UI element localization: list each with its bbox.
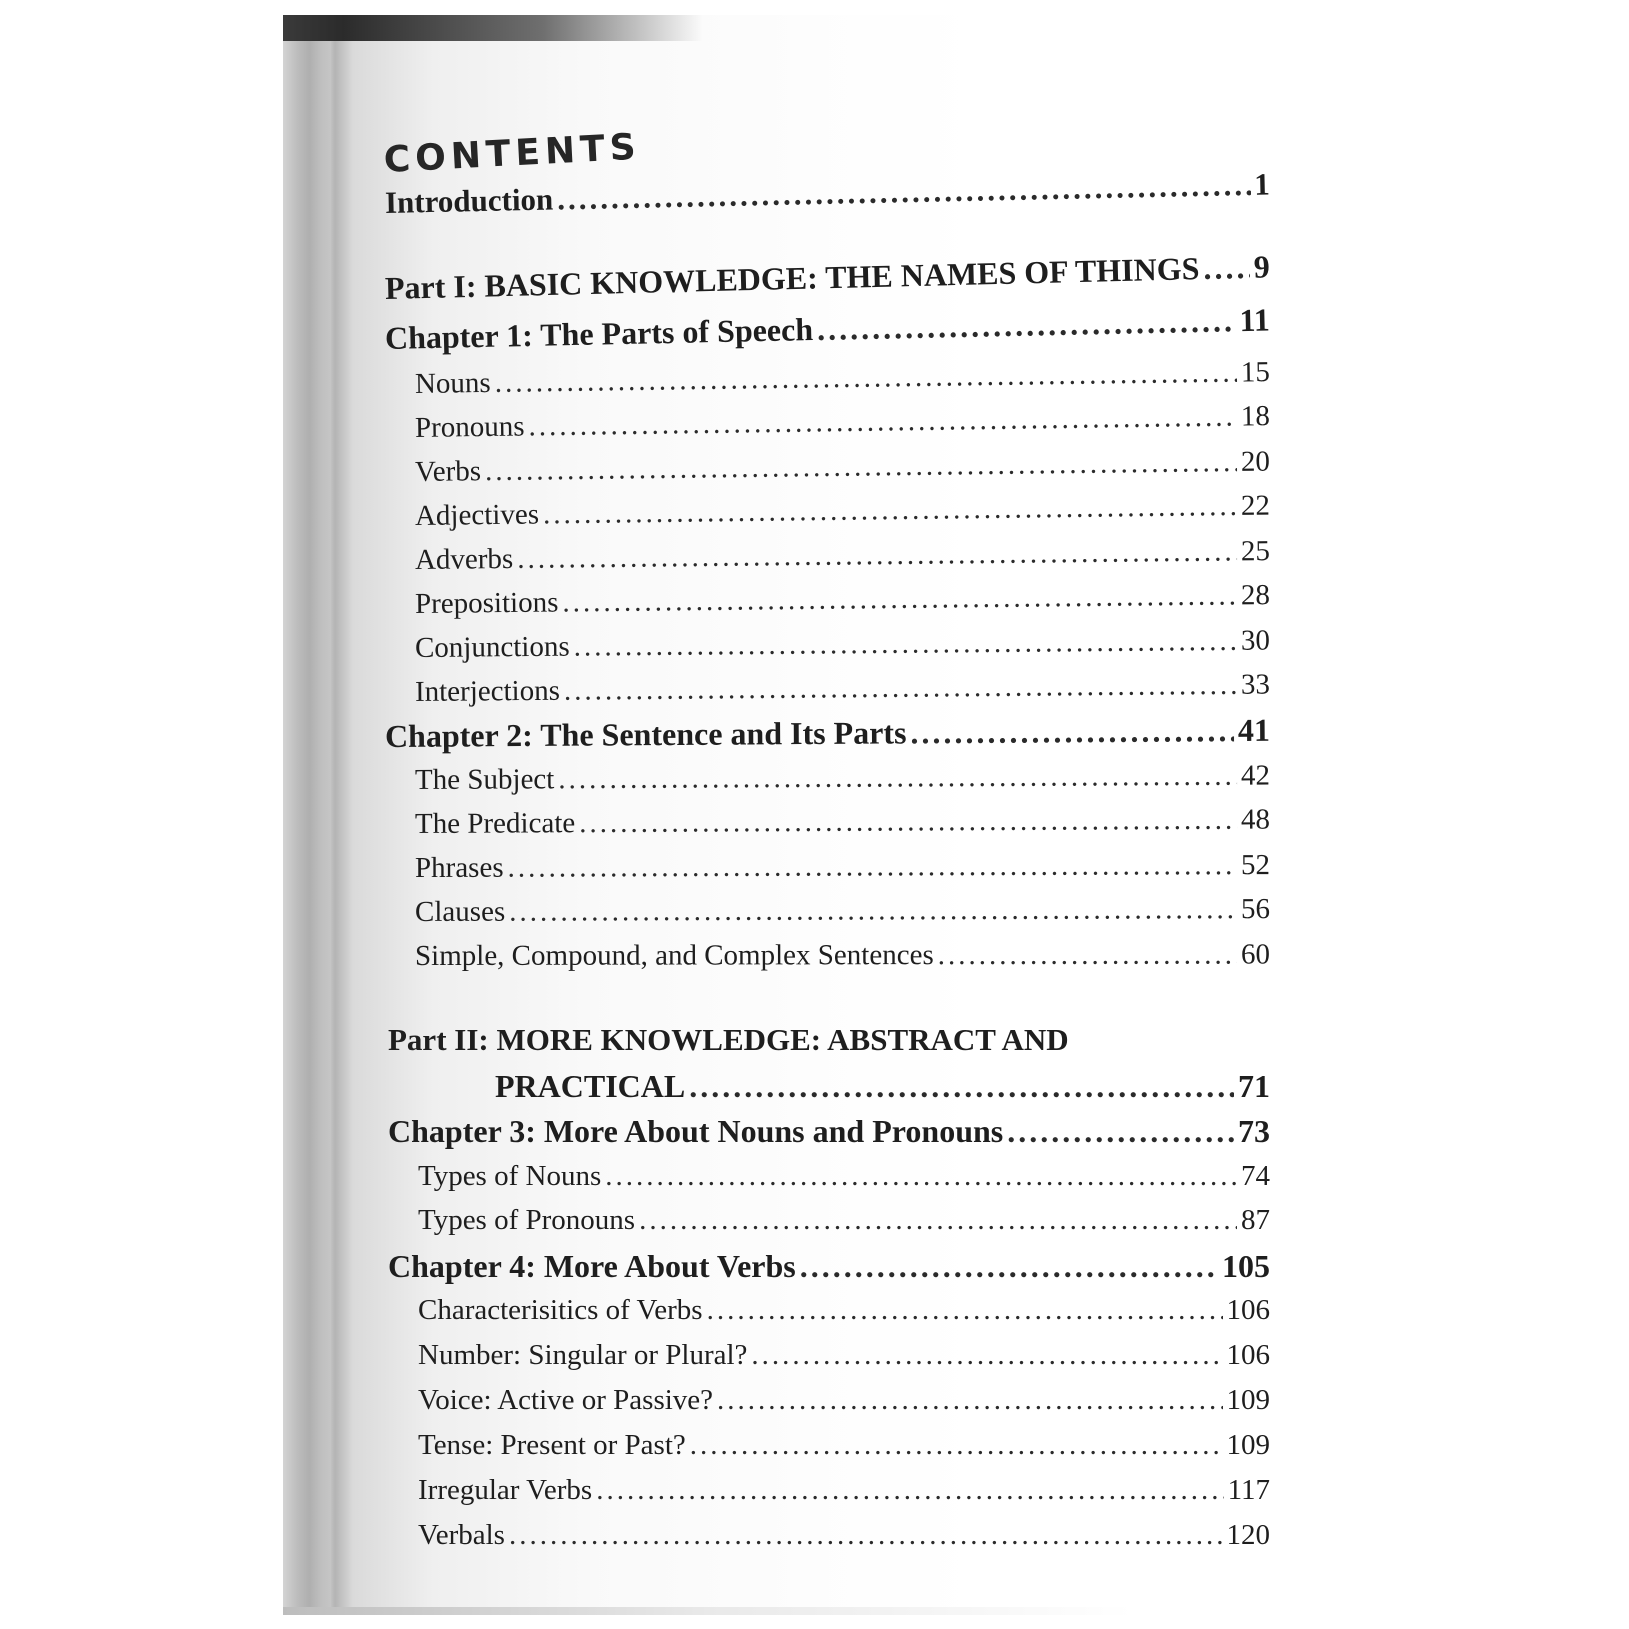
toc-entry-chapter-4[interactable] — [388, 1248, 1270, 1285]
toc-entry-section[interactable] — [415, 849, 1270, 885]
toc-entry-section[interactable] — [418, 1519, 1270, 1552]
toc-entry-label: Phrases — [414, 851, 504, 884]
leader-dots — [800, 1248, 1218, 1285]
toc-page-number: 71 — [1238, 1068, 1270, 1104]
leader-dots — [509, 893, 1237, 929]
leader-dots — [596, 1474, 1223, 1507]
toc-page-number: 20 — [1240, 445, 1271, 478]
toc-entry-label: Number: Singular or Plural? — [418, 1339, 748, 1371]
toc-entry-label: Irregular Verbs — [418, 1474, 593, 1506]
toc-entry-label: Nouns — [414, 366, 491, 400]
toc-entry-label: Clauses — [414, 895, 506, 928]
toc-entry-section[interactable] — [418, 1384, 1270, 1417]
leader-dots — [707, 1294, 1223, 1327]
leader-dots — [717, 1384, 1222, 1417]
page-bottom-edge — [283, 1607, 1345, 1615]
toc-entry-label: The Subject — [414, 763, 555, 796]
toc-page-number: 30 — [1240, 624, 1271, 657]
toc-page-number: 106 — [1226, 1339, 1270, 1371]
toc-entry-label: Types of Pronouns — [418, 1204, 636, 1236]
toc-entry-part-2[interactable] — [495, 1068, 1270, 1105]
leader-dots — [509, 1519, 1223, 1552]
toc-entry-label: Verbals — [418, 1519, 505, 1551]
toc-entry-label: Introduction — [384, 181, 554, 220]
toc-page-number: 87 — [1241, 1204, 1270, 1236]
toc-entry-label: Adverbs — [414, 542, 514, 576]
toc-entry-label: Characterisitics of Verbs — [418, 1294, 703, 1326]
leader-dots — [1007, 1113, 1234, 1150]
toc-page-number: 42 — [1240, 759, 1271, 792]
toc-page-number: 9 — [1253, 248, 1271, 285]
toc-page-number: 120 — [1226, 1519, 1270, 1551]
toc-page-number: 11 — [1239, 301, 1271, 339]
toc-page-number: 73 — [1238, 1113, 1270, 1149]
toc-entry-label: Prepositions — [414, 586, 559, 620]
toc-page-number: 22 — [1240, 489, 1271, 522]
leader-dots — [690, 1429, 1223, 1462]
toc-entry-label: Chapter 1: The Parts of Speech — [384, 311, 814, 356]
toc-entry-label: Verbs — [414, 455, 482, 488]
toc-page-number: 60 — [1240, 938, 1271, 971]
toc-page-number: 18 — [1240, 400, 1271, 433]
toc-page-number: 28 — [1240, 579, 1271, 612]
toc-page-number: 52 — [1240, 849, 1271, 882]
leader-dots — [558, 760, 1237, 797]
toc-entry-label: Pronouns — [414, 410, 525, 444]
toc-page-number: 1 — [1253, 166, 1271, 202]
toc-entry-label: Chapter 2: The Sentence and Its Parts — [384, 714, 907, 754]
toc-entry-label: Voice: Active or Passive? — [418, 1384, 714, 1416]
toc-entry-section[interactable] — [418, 1474, 1270, 1507]
toc-entry-label: Conjunctions — [414, 630, 570, 664]
toc-entry-label: Tense: Present or Past? — [418, 1429, 686, 1461]
toc-page-number: 106 — [1226, 1294, 1270, 1326]
toc-page-number: 105 — [1222, 1248, 1270, 1284]
toc-entry-section[interactable] — [418, 1204, 1270, 1237]
toc-entry-section[interactable] — [415, 939, 1270, 973]
leader-dots — [938, 939, 1237, 973]
toc-entry-section[interactable] — [418, 1160, 1270, 1193]
leader-dots — [562, 579, 1237, 619]
toc-page-number: 117 — [1227, 1474, 1270, 1506]
toc-entry-label: PRACTICAL — [495, 1068, 686, 1104]
page-gutter-shadow — [283, 15, 331, 1615]
toc-page-number: 25 — [1240, 535, 1271, 568]
toc-page-number: 74 — [1241, 1160, 1270, 1192]
toc-entry-label: Chapter 3: More About Nouns and Pronouns — [388, 1113, 1004, 1149]
toc-entry-section[interactable] — [418, 1339, 1270, 1372]
toc-entry-part-2-line1: Part II: MORE KNOWLEDGE: ABSTRACT AND — [388, 1022, 1069, 1057]
leader-dots — [574, 625, 1238, 664]
leader-dots — [751, 1339, 1222, 1372]
toc-entry-section[interactable] — [418, 1429, 1270, 1462]
toc-entry-label: Simple, Compound, and Complex Sentences — [414, 939, 934, 972]
toc-entry-label: Types of Nouns — [418, 1160, 602, 1192]
toc-entry-section[interactable] — [415, 893, 1270, 929]
toc-page-number: 109 — [1226, 1384, 1270, 1416]
leader-dots — [689, 1068, 1234, 1105]
page-top-edge — [283, 15, 703, 41]
toc-entry-label: Chapter 4: More About Verbs — [388, 1248, 796, 1284]
toc-entry-chapter-2[interactable] — [385, 712, 1270, 755]
toc-entry-section[interactable] — [415, 804, 1270, 841]
toc-entry-label: Part I: BASIC KNOWLEDGE: THE NAMES OF THINGS — [384, 250, 1200, 306]
toc-entry-label: Adjectives — [414, 498, 540, 532]
leader-dots — [564, 669, 1237, 708]
toc-page-number: 48 — [1240, 803, 1271, 836]
leader-dots — [605, 1160, 1237, 1193]
leader-dots — [579, 804, 1237, 840]
toc-entry-section[interactable] — [418, 1294, 1270, 1327]
toc-entry-chapter-3[interactable] — [388, 1113, 1270, 1150]
leader-dots — [508, 849, 1238, 885]
toc-entry-section[interactable] — [415, 760, 1270, 797]
contents-heading: CONTENTS — [382, 126, 642, 181]
toc-page-number: 109 — [1226, 1429, 1270, 1461]
leader-dots — [1203, 249, 1250, 287]
leader-dots — [639, 1204, 1237, 1237]
toc-entry-label: Interjections — [414, 674, 561, 708]
toc-page-number: 41 — [1237, 711, 1271, 749]
toc-entry-label: The Predicate — [414, 807, 576, 840]
toc-page-number: 33 — [1240, 668, 1271, 701]
leader-dots — [910, 712, 1234, 751]
toc-page-number: 15 — [1240, 356, 1271, 389]
toc-page-number: 56 — [1240, 893, 1271, 926]
